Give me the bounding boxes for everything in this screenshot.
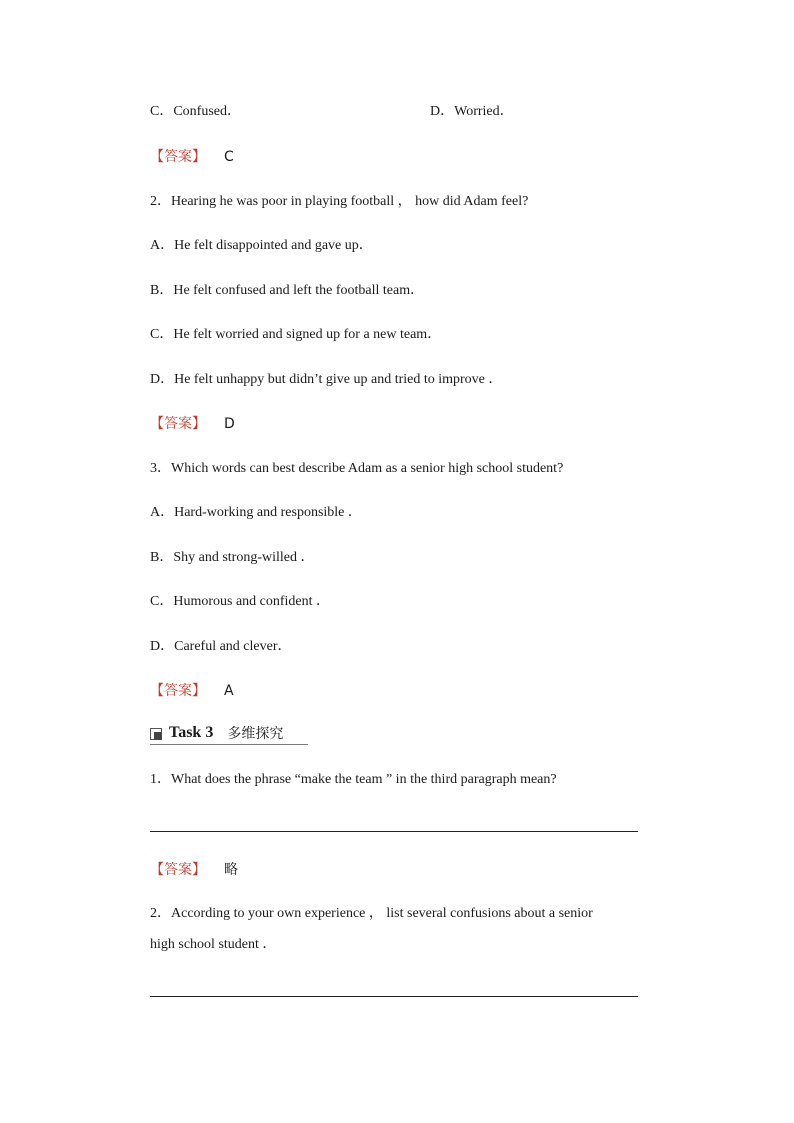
answer-label: 【答案】 xyxy=(150,683,206,699)
answer-label: 【答案】 xyxy=(150,149,206,165)
q3-option-d: D．Careful and clever． xyxy=(150,639,292,654)
answer-row-2 xyxy=(150,414,235,435)
q2-option-d: D．He felt unhappy but didn’t give up and tried to improve ． xyxy=(150,372,503,387)
answer-blank-line-1[interactable] xyxy=(150,831,638,832)
answer-value: 略 xyxy=(224,862,238,878)
answer-row-4 xyxy=(150,860,238,881)
task-3-header xyxy=(150,722,308,745)
answer-blank-line-2[interactable] xyxy=(150,996,638,997)
answer-row-1 xyxy=(150,147,234,168)
option-d-worried: D．Worried． xyxy=(430,104,514,119)
question-2: 2．Hearing he was poor in playing football ， how did Adam feel? xyxy=(150,194,529,209)
answer-label: 【答案】 xyxy=(150,416,206,432)
q2-option-a: A．He felt disappointed and gave up． xyxy=(150,238,373,253)
q2-option-b: B．He felt confused and left the football team． xyxy=(150,283,425,298)
task3-question-2-line-2: high school student ． xyxy=(150,937,277,952)
answer-label: 【答案】 xyxy=(150,862,206,878)
question-3: 3．Which words can best describe Adam as a senior high school student? xyxy=(150,461,564,476)
option-c-confused: C．Confused． xyxy=(150,104,241,119)
task3-question-1: 1．What does the phrase “make the team ” in the third paragraph mean? xyxy=(150,772,557,787)
q3-option-c: C．Humorous and confident ． xyxy=(150,594,331,609)
section-marker-icon xyxy=(150,728,163,741)
task-subtitle: 多维探究 xyxy=(227,726,284,742)
q3-option-b: B．Shy and strong-willed ． xyxy=(150,550,315,565)
answer-value: A xyxy=(224,683,234,699)
answer-row-3 xyxy=(150,681,234,702)
q2-option-c: C．He felt worried and signed up for a new team． xyxy=(150,327,442,342)
q3-option-a: A．Hard-working and responsible ． xyxy=(150,505,362,520)
task3-question-2-line-1: 2．According to your own experience ， list several confusions about a senior xyxy=(150,906,593,921)
answer-value: D xyxy=(224,416,235,432)
task-title: Task 3 xyxy=(169,724,214,741)
answer-value: C xyxy=(224,149,234,165)
